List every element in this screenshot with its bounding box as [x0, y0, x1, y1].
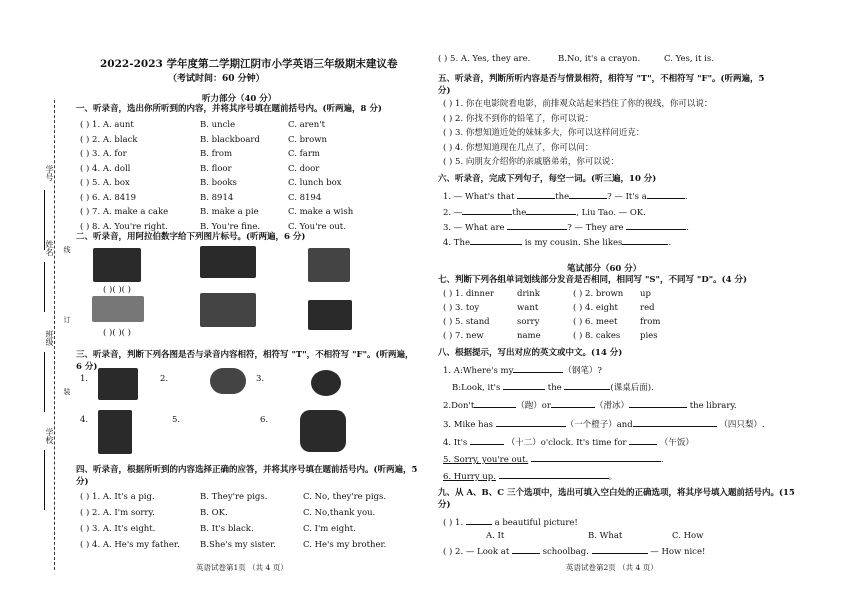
- s8-line-2: B:Look, it's the (课桌后面).: [452, 383, 654, 393]
- s1-item-3-col-0: ( ) 3. A. for: [80, 149, 127, 159]
- s3-num-6: 6.: [260, 415, 269, 425]
- s5-item-3: ( ) 3. 你想知道近处的妹妹多大，你可以这样问近克：: [443, 128, 645, 138]
- s1-item-2-col-1: B. blackboard: [200, 134, 260, 145]
- s8-line-4: 3. Mike has （一个橙子）and （四只梨）.: [443, 420, 765, 430]
- s7-item-1-col-0: ( ) 1. dinner: [443, 289, 495, 299]
- page-footer-1: 英语试卷第1页 （共 4 页）: [196, 563, 288, 572]
- picture-skating: [200, 246, 256, 278]
- binding-field-name: [44, 262, 45, 312]
- s7-item-3-col-3: from: [640, 317, 661, 327]
- s1-item-7-col-0: ( ) 7. A. make a cake: [80, 207, 169, 217]
- s4-item-1-col-2: C. No, they're pigs.: [303, 492, 387, 502]
- s9-q1-opt-b: B. What: [588, 531, 623, 541]
- s1-item-8-col-0: ( ) 8. A. You're right.: [80, 221, 168, 232]
- s1-item-8-col-1: B. You're fine.: [200, 221, 261, 232]
- s1-item-6-col-1: B. 8914: [200, 192, 234, 203]
- section-5-title-cont: 分): [438, 86, 451, 96]
- s4-item-2-col-2: C. No,thank you.: [303, 508, 376, 518]
- page-footer-2: 英语试卷第2页 （共 4 页）: [566, 563, 658, 572]
- picture-girl-grandma: [98, 368, 138, 400]
- s1-item-1-col-2: C. aren't: [288, 120, 325, 130]
- s1-item-2-col-2: C. brown: [288, 134, 327, 145]
- binding-label-school: 学校: [45, 428, 54, 444]
- s1-item-2-col-0: ( ) 2. A. black: [80, 134, 138, 145]
- picture-number-3-badge: [311, 370, 341, 396]
- exam-title: 2022-2023 学年度第二学期江阴市小学英语三年级期末建议卷: [100, 58, 398, 70]
- s7-item-1-col-1: drink: [517, 289, 540, 299]
- section-2-blanks-2: ( )( )( ): [103, 328, 132, 338]
- binding-marker-line: 线: [63, 246, 71, 253]
- s1-item-7-col-2: C. make a wish: [288, 207, 354, 217]
- s9-q1-opt-a: A. It: [486, 531, 505, 541]
- section-4-title-cont: 分): [76, 477, 89, 487]
- s7-item-4-col-2: ( ) 8. cakes: [573, 331, 621, 341]
- s7-item-3-col-0: ( ) 5. stand: [443, 317, 490, 327]
- s8-line-6: 5. Sorry, you're out. .: [443, 455, 664, 465]
- s5-item-1: ( ) 1. 你在电影院看电影，前排观众站起来挡住了你的视线，你可以说：: [443, 99, 713, 109]
- picture-boy-clock: [210, 368, 246, 394]
- binding-field-school: [44, 450, 45, 510]
- s1-item-1-col-0: ( ) 1. A. aunt: [80, 120, 134, 130]
- binding-label-class: 班级: [45, 330, 54, 346]
- s9-q2: ( ) 2. — Look at schoolbag. — How nice!: [443, 547, 706, 557]
- s5-item-4: ( ) 4. 你想知道现在几点了，你可以问：: [443, 142, 594, 153]
- s8-line-3: 2.Don't （跑）or （滑冰） the library.: [443, 401, 737, 411]
- s4-item-2-col-1: B. OK.: [200, 508, 228, 518]
- binding-marker-staple: 装: [63, 388, 71, 395]
- section-3-title: 三、听录音，判断下列各图是否与录音内容相符，相符写 "T"，不相符写 "F"。(听两遍，: [76, 350, 414, 360]
- s4-item-3-col-1: B. It's black.: [200, 524, 254, 534]
- s7-item-3-col-1: sorry: [517, 317, 540, 327]
- s1-item-6-col-0: ( ) 6. A. 8419: [80, 192, 137, 203]
- picture-boy-waving: [98, 410, 132, 454]
- s4-item5-b: B.No, it's a crayon.: [558, 54, 641, 64]
- section-6-title: 六、听录音，完成下列句子，每空一词。(听三遍，10 分): [438, 174, 657, 184]
- section-9-title-cont: 分): [438, 500, 451, 510]
- s4-item5-c: C. Yes, it is.: [664, 54, 714, 64]
- s7-item-2-col-1: want: [517, 303, 539, 313]
- s1-item-6-col-2: C. 8194: [288, 192, 322, 203]
- s1-item-1-col-1: B. uncle: [200, 120, 236, 130]
- s4-item-1-col-0: ( ) 1. A. It's a pig.: [80, 492, 155, 502]
- picture-classroom: [92, 296, 144, 322]
- s1-item-3-col-1: B. from: [200, 149, 233, 159]
- picture-two-kids: [300, 410, 346, 452]
- s8-line-5: 4. It's （十二）o'clock. It's time for （午饭）: [443, 438, 694, 448]
- s4-item-4-col-1: B.She's my sister.: [200, 540, 276, 550]
- s6-line-3: 3. — What are ? — They are .: [443, 223, 689, 233]
- s4-item-2-col-0: ( ) 2. A. I'm sorry.: [80, 508, 155, 518]
- s4-item5-q: ( ) 5. A. Yes, they are.: [438, 54, 531, 64]
- s3-num-4: 4.: [80, 415, 89, 425]
- picture-cake: [200, 293, 256, 327]
- section-3-title-cont: 6 分): [76, 362, 98, 372]
- picture-family: [93, 248, 141, 282]
- binding-label-student-id: 学号: [45, 165, 54, 181]
- s1-item-7-col-1: B. make a pie: [200, 207, 259, 217]
- section-8-title: 八、根据提示，写出对应的英文或中文。(14 分): [438, 348, 623, 358]
- s4-item-1-col-1: B. They're pigs.: [200, 492, 268, 502]
- s3-num-3: 3.: [256, 374, 265, 384]
- section-2-blanks-1: ( )( )( ): [103, 285, 132, 295]
- s1-item-5-col-1: B. books: [200, 178, 237, 188]
- s6-line-1: 1. — What's that the ? — It's a .: [443, 192, 688, 202]
- s5-item-5: ( ) 5. 向朋友介绍你的亲戚胳弟弟，你可以说：: [443, 157, 619, 167]
- section-9-title: 九、从 A、B、C 三个选项中，选出可填入空白处的正确选项，将其序号填入题前括号内。(15: [438, 488, 795, 498]
- picture-pig: [308, 248, 350, 282]
- s1-item-4-col-0: ( ) 4. A. doll: [80, 163, 131, 174]
- s7-item-4-col-1: name: [517, 331, 541, 341]
- binding-field-class: [44, 352, 45, 412]
- s7-item-4-col-0: ( ) 7. new: [443, 331, 484, 341]
- section-4-title: 四、听录音，根据所听到的内容选择正确的应答，并将其序号填在题前括号内。(听两遍，5: [76, 465, 418, 475]
- s6-line-2: 2. — the , Liu Tao. — OK.: [443, 208, 646, 218]
- section-5-title: 五、听录音，判断所听内容是否与情景相符，相符写 "T"，不相符写 "F"。(听两遍，5: [438, 74, 765, 84]
- written-section-title: 笔试部分（60 分）: [567, 264, 642, 274]
- s7-item-2-col-2: ( ) 4. eight: [573, 303, 618, 313]
- s1-item-5-col-2: C. lunch box: [288, 178, 342, 188]
- binding-label-name: 姓名: [45, 240, 54, 256]
- s1-item-8-col-2: C. You're out.: [288, 221, 346, 232]
- s3-num-2: 2.: [160, 374, 169, 384]
- s9-q1-opt-c: C. How: [672, 531, 704, 541]
- s7-item-4-col-3: pies: [640, 331, 658, 341]
- section-7-title: 七、判断下列各组单词划线部分发音是否相同，相同写 "S"，不同写 "D"。(4 分): [438, 275, 748, 285]
- s3-num-5: 5.: [172, 415, 181, 425]
- s1-item-5-col-0: ( ) 5. A. box: [80, 178, 130, 188]
- s3-num-1: 1.: [80, 374, 89, 384]
- exam-time: （考试时间：60 分钟）: [168, 74, 265, 84]
- s4-item-3-col-0: ( ) 3. A. It's eight.: [80, 524, 156, 534]
- section-2-title: 二、听录音，用阿拉伯数字给下列图片标号。(听两遍，6 分): [76, 232, 306, 242]
- binding-marker-bind: 订: [63, 316, 71, 323]
- section-1-title: 一、听录音，选出你所听到的内容，并将其序号填在题前括号内。(听两遍，8 分): [76, 104, 382, 114]
- s1-item-4-col-2: C. door: [288, 163, 320, 174]
- s8-line-1: 1. A:Where's my （钢笔）?: [443, 366, 602, 376]
- s4-item-4-col-2: C. He's my brother.: [303, 540, 387, 550]
- listening-section-title: 听力部分（40 分）: [202, 94, 277, 104]
- s4-item-3-col-2: C. I'm eight.: [303, 524, 356, 534]
- s4-item-4-col-0: ( ) 4. A. He's my father.: [80, 540, 180, 550]
- s9-q1: ( ) 1. a beautiful picture!: [443, 518, 578, 528]
- s6-line-4: 4. The is my cousin. She likes .: [443, 238, 672, 248]
- s8-line-7: 6. Hurry up. 。: [443, 472, 618, 482]
- s7-item-3-col-2: ( ) 6. meet: [573, 317, 618, 327]
- s7-item-1-col-2: ( ) 2. brown: [573, 289, 624, 299]
- s1-item-4-col-1: B. floor: [200, 163, 232, 174]
- s5-item-2: ( ) 2. 你找不到你的铅笔了，你可以说：: [443, 113, 594, 124]
- picture-lunch-box: [308, 300, 352, 330]
- s7-item-1-col-3: up: [640, 289, 651, 299]
- s7-item-2-col-3: red: [640, 303, 655, 313]
- s7-item-2-col-0: ( ) 3. toy: [443, 303, 480, 313]
- s1-item-3-col-2: C. farm: [288, 149, 320, 159]
